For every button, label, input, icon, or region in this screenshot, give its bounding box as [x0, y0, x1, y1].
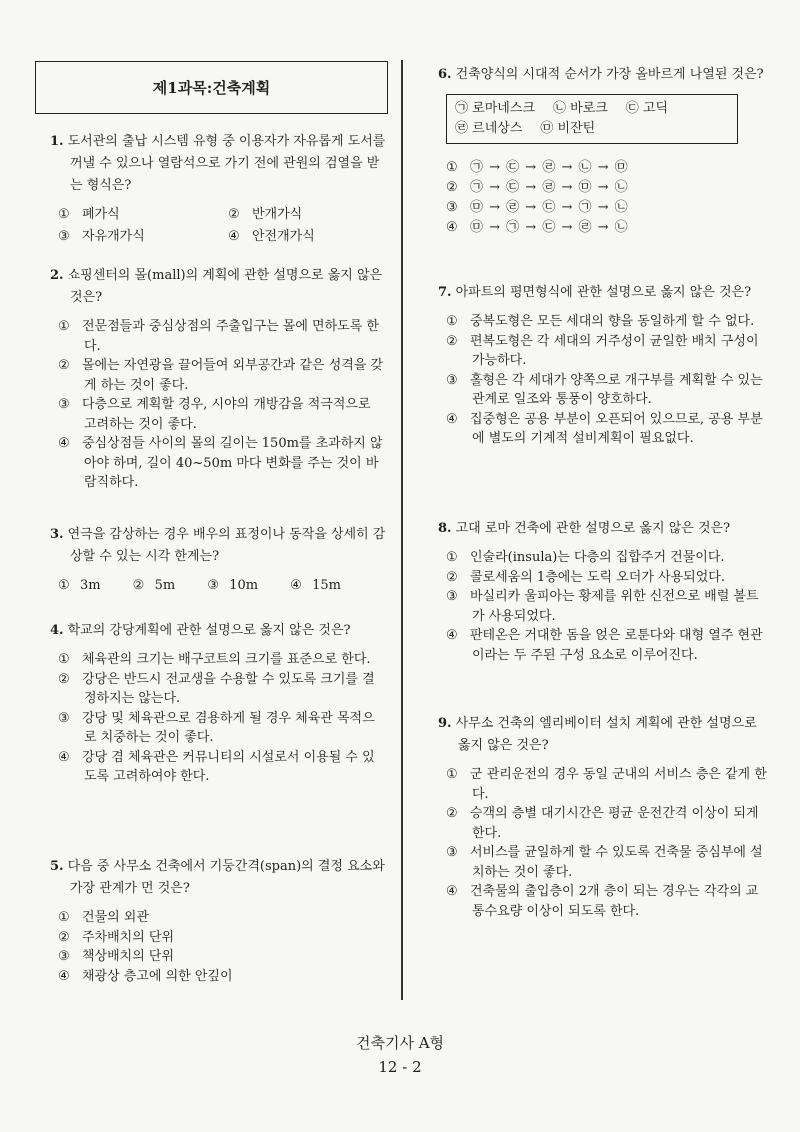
question-3-stem	[50, 524, 390, 568]
question-2-text: 쇼핑센터의 몰(mall)의 계획에 관한 설명으로 옳지 않은 것은?	[67, 268, 383, 305]
q9-option-2[interactable]: ② 승객의 층별 대기시간은 평균 운전간격 이상이 되게 한다.	[446, 806, 759, 841]
question-2-stem	[50, 265, 385, 309]
question-7	[438, 282, 768, 449]
question-6-stem	[438, 64, 768, 86]
question-4-options	[58, 650, 385, 787]
q7-option-3[interactable]: ③ 홀형은 각 세대가 양쪽으로 개구부를 계획할 수 있는 관계로 일조와 통풍이 양호하다.	[446, 372, 763, 407]
q1-option-1[interactable]: ① 폐가식	[58, 207, 120, 222]
q5-option-3[interactable]: ③ 책상배치의 단위	[58, 949, 175, 964]
q1-option-3[interactable]: ③ 자유개가식	[58, 228, 145, 244]
question-7-text: 아파트의 평면형식에 관한 설명으로 옳지 않은 것은?	[455, 285, 752, 300]
q6-option-4[interactable]: ④ ㉤ → ㉠ → ㉢ → ㉣ → ㉡	[446, 220, 629, 235]
question-3-number: 3.	[50, 527, 64, 542]
q9-option-4[interactable]: ④ 건축물의 출입층이 2개 층이 되는 경우는 각각의 교통수요량 이상이 되도록 한다.	[446, 884, 759, 919]
q6-option-1[interactable]: ① ㉠ → ㉢ → ㉣ → ㉡ → ㉤	[446, 160, 629, 175]
choice-item-rieul: ㉣ 르네상스	[455, 121, 523, 136]
q7-option-4[interactable]: ④ 집중형은 공용 부분이 오픈되어 있으므로, 공용 부분에 별도의 기계적 설비계획이 필요없다.	[446, 411, 763, 446]
q9-option-3[interactable]: ③ 서비스를 균일하게 할 수 있도록 건축물 중심부에 설치하는 것이 좋다.	[446, 845, 763, 880]
q4-option-1[interactable]: ① 체육관의 크기는 배구코트의 크기를 표준으로 한다.	[58, 652, 371, 667]
question-5-stem	[50, 856, 390, 900]
question-2	[50, 265, 385, 493]
question-4	[50, 620, 385, 787]
choice-box-row-2	[455, 119, 729, 139]
q7-option-2[interactable]: ② 편복도형은 각 세대의 거주성이 균일한 배치 구성이 가능하다.	[446, 333, 759, 368]
q8-option-3[interactable]: ③ 바실리카 울피아는 황제를 위한 신전으로 배럴 볼트가 사용되었다.	[446, 589, 759, 624]
subject-title: 제1과목:건축계획	[152, 79, 271, 97]
q3-option-4[interactable]: ④ 15m	[290, 578, 341, 593]
question-8-stem	[438, 518, 768, 540]
question-4-number: 4.	[50, 623, 64, 638]
q4-option-2[interactable]: ② 강당은 반드시 전교생을 수용할 수 있도록 크기를 결정하지는 않는다.	[58, 671, 375, 706]
question-9-options	[446, 765, 768, 921]
question-5-options	[58, 908, 390, 986]
question-9	[438, 713, 768, 921]
q2-option-1[interactable]: ① 전문점들과 중심상점의 주출입구는 몰에 면하도록 한다.	[58, 319, 379, 354]
question-8-options	[446, 548, 768, 665]
choice-box-row-1	[455, 99, 729, 119]
column-divider	[401, 60, 403, 1000]
subject-title-box	[35, 61, 388, 114]
question-4-stem	[50, 620, 385, 642]
question-2-number: 2.	[50, 268, 64, 283]
q3-option-3[interactable]: ③ 10m	[207, 578, 259, 593]
question-2-options	[58, 317, 385, 493]
q7-option-1[interactable]: ① 중복도형은 모든 세대의 향을 동일하게 할 수 없다.	[446, 314, 755, 329]
q5-option-4[interactable]: ④ 채광상 층고에 의한 안깊이	[58, 968, 233, 984]
q8-option-4[interactable]: ④ 판테온은 거대한 돔을 얹은 로툰다와 대형 열주 현관이라는 두 주된 구성 요소로 이루어진다.	[446, 628, 763, 663]
question-1-number: 1.	[50, 134, 64, 149]
choice-item-digeut: ㉢ 고딕	[625, 101, 669, 116]
q4-option-3[interactable]: ③ 강당 및 체육관으로 겸용하게 될 경우 체육관 목적으로 치중하는 것이 좋다.	[58, 710, 375, 745]
q2-option-3[interactable]: ③ 다층으로 계획할 경우, 시야의 개방감을 적극적으로 고려하는 것이 좋다.	[58, 397, 371, 432]
question-6-number: 6.	[438, 67, 452, 82]
q5-option-1[interactable]: ① 건물의 외관	[58, 910, 149, 925]
q2-option-2[interactable]: ② 몰에는 자연광을 끌어들여 외부공간과 같은 성격을 갖게 하는 것이 좋다.	[58, 358, 384, 393]
question-5	[50, 856, 390, 986]
q5-option-2[interactable]: ② 주차배치의 단위	[58, 929, 175, 945]
question-1	[50, 131, 390, 246]
q8-option-2[interactable]: ② 콜로세움의 1층에는 도릭 오더가 사용되었다.	[446, 569, 725, 585]
question-8	[438, 518, 768, 665]
q3-option-2[interactable]: ② 5m	[132, 578, 176, 593]
question-5-number: 5.	[50, 859, 64, 874]
q6-option-2[interactable]: ② ㉠ → ㉢ → ㉣ → ㉤ → ㉡	[446, 180, 629, 195]
q1-option-4[interactable]: ④ 안전개가식	[228, 228, 315, 244]
question-3-options	[58, 576, 390, 596]
question-8-number: 8.	[438, 521, 452, 536]
question-1-options	[58, 205, 390, 246]
question-7-number: 7.	[438, 285, 452, 300]
q4-option-4[interactable]: ④ 강당 겸 체육관은 커뮤니티의 시설로서 이용될 수 있도록 고려하여야 한다.	[58, 749, 375, 784]
question-3	[50, 524, 390, 596]
choice-item-mieum: ㉤ 비잔틴	[540, 121, 596, 136]
question-6-choice-box	[446, 94, 738, 144]
question-4-text: 학교의 강당계획에 관한 설명으로 옳지 않은 것은?	[67, 623, 351, 638]
question-3-text: 연극을 감상하는 경우 배우의 표정이나 동작을 상세히 감상할 수 있는 시각 한계는?	[67, 527, 386, 564]
footer-exam-name: 건축기사 A형	[355, 1034, 445, 1052]
q1-option-2[interactable]: ② 반개가식	[228, 207, 303, 222]
question-9-number: 9.	[438, 716, 452, 731]
q3-option-1[interactable]: ① 3m	[58, 578, 101, 593]
question-1-stem	[50, 131, 390, 197]
question-6-options	[446, 158, 768, 238]
question-7-stem	[438, 282, 768, 304]
q6-option-3[interactable]: ③ ㉤ → ㉣ → ㉢ → ㉠ → ㉡	[446, 200, 629, 215]
question-9-text: 사무소 건축의 엘리베이터 설치 계획에 관한 설명으로 옳지 않은 것은?	[455, 716, 757, 753]
question-6-text: 건축양식의 시대적 순서가 가장 올바르게 나열된 것은?	[455, 67, 764, 82]
footer-page-number: 12 - 2	[378, 1058, 422, 1076]
question-7-options	[446, 312, 768, 449]
question-8-text: 고대 로마 건축에 관한 설명으로 옳지 않은 것은?	[455, 521, 731, 536]
q9-option-1[interactable]: ① 군 관리운전의 경우 동일 군내의 서비스 층은 같게 한다.	[446, 767, 767, 802]
question-9-stem	[438, 713, 768, 757]
question-6	[438, 64, 768, 238]
question-1-text: 도서관의 출납 시스템 유형 중 이용자가 자유롭게 도서를 꺼낼 수 있으나 열람석으로 가기 전에 관원의 검열을 받는 형식은?	[67, 134, 386, 193]
choice-item-nieun: ㉡ 바로크	[552, 101, 608, 116]
q8-option-1[interactable]: ① 인술라(insula)는 다층의 집합주거 건물이다.	[446, 550, 725, 565]
choice-item-giyeok: ㉠ 로마네스크	[455, 101, 535, 116]
q2-option-4[interactable]: ④ 중심상점들 사이의 몰의 길이는 150m를 초과하지 않아야 하며, 길이 40~50m 마다 변화를 주는 것이 바람직하다.	[58, 436, 383, 490]
question-5-text: 다음 중 사무소 건축에서 기둥간격(span)의 결정 요소와 가장 관계가 먼 것은?	[67, 859, 385, 896]
